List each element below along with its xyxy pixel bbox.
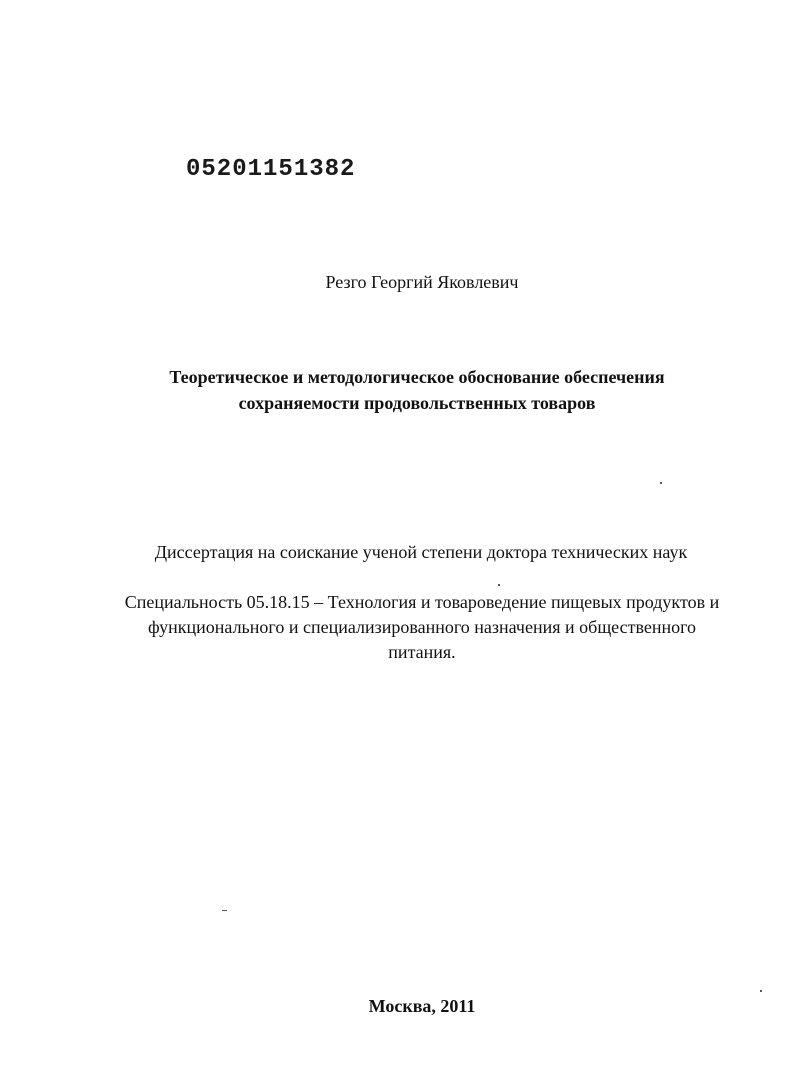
specialty-line-1: Специальность 05.18.15 – Технология и товароведение пищевых продуктов и <box>124 592 720 612</box>
place-and-year: Москва, 2011 <box>368 996 476 1016</box>
degree-statement: Диссертация на соискание ученой степени доктора технических наук <box>154 542 688 562</box>
scan-speck <box>498 584 500 586</box>
specialty-line-3: питания. <box>388 642 456 662</box>
scan-speck <box>760 990 762 992</box>
registry-number: 05201151382 <box>186 156 356 183</box>
specialty-line-2: функционального и специализированного назначения и общественного <box>147 617 697 637</box>
specialty-statement <box>0 590 798 665</box>
author-name: Резго Георгий Яковлевич <box>325 272 519 292</box>
dissertation-title <box>0 364 798 416</box>
scan-speck <box>660 482 662 484</box>
title-line-2: сохраняемости продовольственных товаров <box>238 393 596 413</box>
title-line-1: Теоретическое и методологическое обоснование обеспечения <box>169 367 665 387</box>
scan-speck <box>222 910 227 911</box>
